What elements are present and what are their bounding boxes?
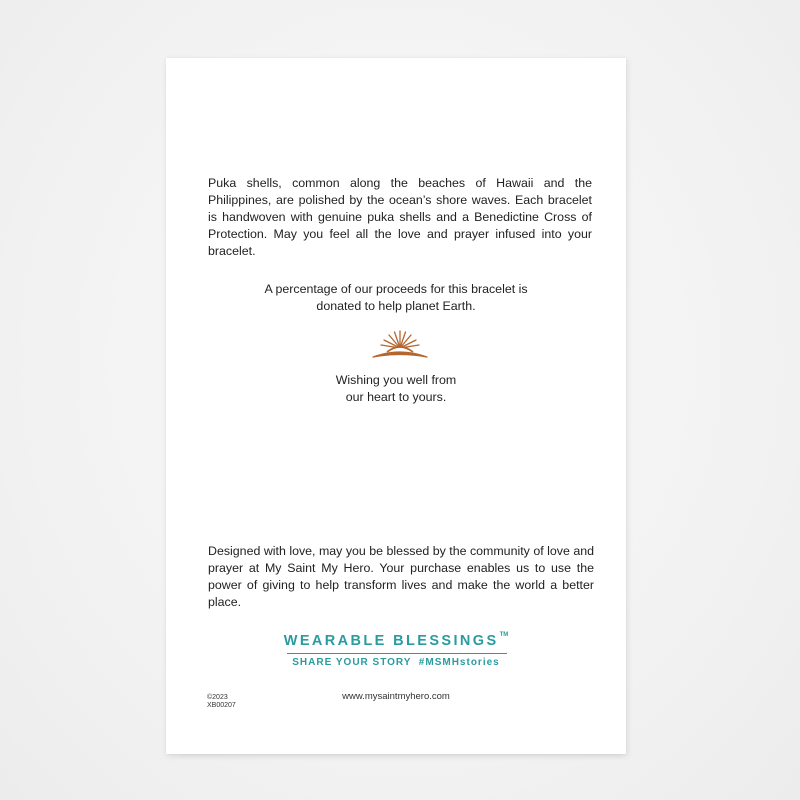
closing-paragraph: Designed with love, may you be blessed by the community of love and prayer at My Saint My Hero. Your purchase enables us to use the power of giving to help transform lives and make the world a better place. (208, 544, 594, 609)
wish-line-2: our heart to yours. (345, 390, 447, 404)
blessing-card (166, 58, 626, 754)
donation-line-1: A percentage of our proceeds for this bracelet is (264, 282, 528, 296)
copyright-block (207, 694, 236, 710)
trademark-mark: TM (499, 632, 509, 638)
rising-sun-icon (370, 328, 430, 362)
tagline: SHARE YOUR STORY #MSMHstories (292, 657, 500, 668)
brand-name-text: WEARABLE BLESSINGS (283, 633, 499, 649)
donation-line-2: donated to help planet Earth. (316, 299, 476, 313)
brand-divider (287, 653, 507, 654)
donation-note (226, 281, 566, 315)
brand-name (266, 633, 526, 649)
website-link[interactable]: www.mysaintmyhero.com (342, 691, 450, 702)
intro-paragraph: Puka shells, common along the beaches of Hawaii and the Philippines, are polished by the ocean’s shore waves. Each bracelet is handwoven with genuine puka shells and a Benedictine Cross of Protection. May you feel all the love and prayer infused into your bracelet. (208, 176, 592, 258)
wish-note (306, 372, 486, 406)
copyright-year: ©2023 (207, 694, 228, 701)
wish-line-1: Wishing you well from (335, 373, 457, 387)
product-code: XB00207 (207, 702, 236, 709)
